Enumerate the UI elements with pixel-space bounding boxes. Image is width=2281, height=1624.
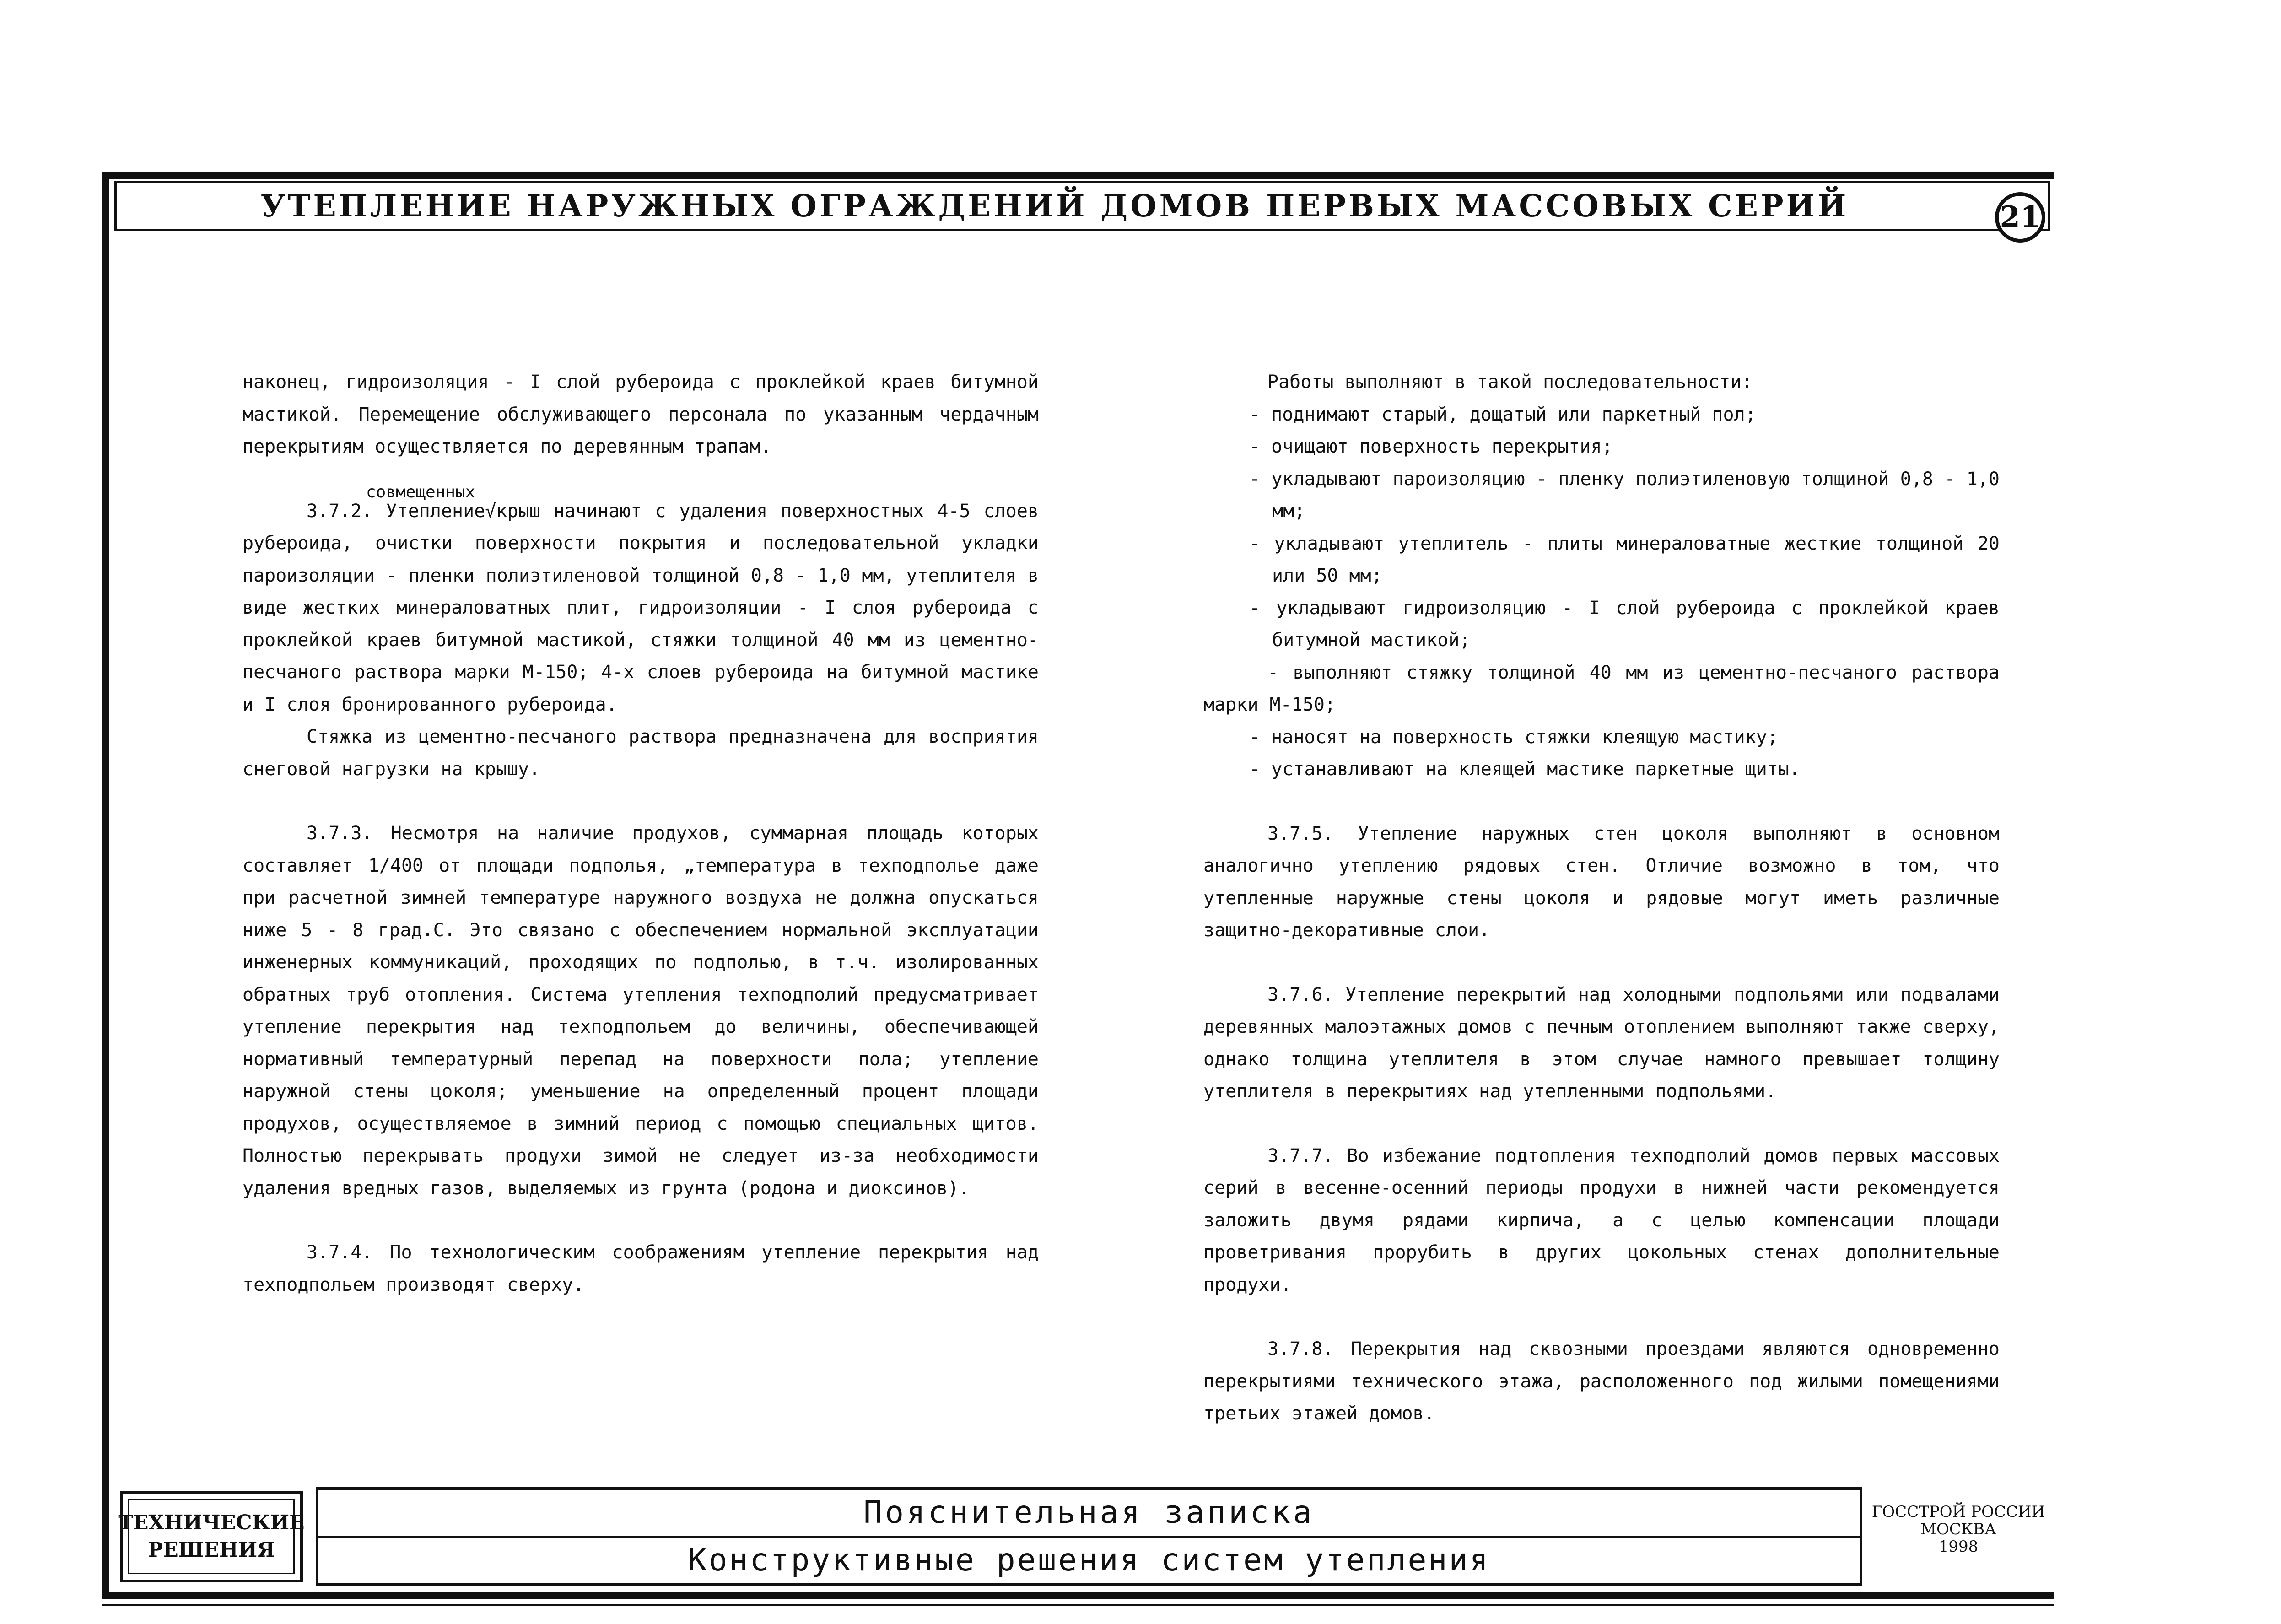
list-item: - укладывают пароизоляцию - пленку полиэтиленовую толщиной 0,8 - 1,0 мм; [1249, 468, 2000, 522]
list-item: - наносят на поверхность стяжки клеящую мастику; [1249, 726, 1778, 748]
list-item: - укладывают утеплитель - плиты минераловатные жесткие толщиной 20 или 50 мм; [1249, 533, 2000, 586]
publisher-block [1867, 1489, 2050, 1586]
paragraph-3-7-6: 3.7.6. Утепление перекрытий над холодными подпольями или подвалами деревянных малоэтажных домов с печным отоплением выполняют также сверху, однако толщина утеплителя в этом случае намного превышает толщину утеплителя в перекрытиях над утепленными подпольями. [1203, 984, 2000, 1102]
handwritten-insertion: совмещенных [366, 482, 475, 502]
page-title: УТЕПЛЕНИЕ НАРУЖНЫХ ОГРАЖДЕНИЙ ДОМОВ ПЕРВЫХ МАССОВЫХ СЕРИЙ [260, 188, 1849, 224]
publisher-org: ГОССТРОЙ РОССИИ [1871, 1503, 2045, 1521]
paragraph-3-7-7: 3.7.7. Во избежание подтопления техподполий домов первых массовых серий в весенне-осенний периоды продухи в нижней части рекомендуется заложить двумя рядами кирпича, а с целью компенсации площади проветривания прорубить в других цокольных стенах дополнительные продухи. [1203, 1145, 2000, 1295]
page-number-badge: 21 [1995, 192, 2045, 243]
publisher-city: МОСКВА [1920, 1520, 1996, 1538]
paragraph-3-7-2-start: 3.7.2. Утепление [307, 500, 485, 522]
frame-bottom-border [102, 1592, 2054, 1599]
paragraph-3-7-4: 3.7.4. По технологическим соображениям утепление перекрытия над техподпольем производят сверху. [243, 1242, 1039, 1295]
header-bar [114, 181, 2050, 231]
list-item: - поднимают старый, дощатый или паркетный пол; [1249, 404, 1756, 425]
paragraph-3-7-2: 3.7.2. Утепление совмещенных √крыш начинают с удаления поверхностных 4-5 слоев рубероида, очистки поверхности покрытия и последовательной укладки пароизоляции - пленки полиэтиленовой толщиной 0,8 - 1,0 мм, утеплителя в виде жестких минераловатных плит, гидроизоляции - I слоя рубероида с проклейкой краев битумной мастикой, стяжки толщиной 40 мм из цементно-песчаного раствора марки М-150; 4-х слоев рубероида на битумной мастике и I слоя бронированного рубероида. [243, 482, 1039, 715]
list-item: - очищают поверхность перекрытия; [1249, 436, 1613, 457]
right-text-column [1203, 366, 2000, 1430]
technical-solutions-stamp [120, 1491, 303, 1582]
paragraph-screed: Стяжка из цементно-песчаного раствора предназначена для восприятия снеговой нагрузки на крышу. [243, 726, 1039, 780]
left-text-column [243, 366, 1039, 1301]
publisher-year: 1998 [1938, 1538, 1979, 1556]
list-item: - выполняют стяжку толщиной 40 мм из цементно-песчаного раствора марки М-150; [1203, 662, 2000, 715]
paragraph-3-7-3: 3.7.3. Несмотря на наличие продухов, суммарная площадь которых составляет 1/400 от площади подполья, „температура в техподполье даже при расчетной зимней температуре наружного воздуха не должна опускаться ниже 5 - 8 град.С. Это связано с обеспечением нормальной эксплуатации инженерных коммуникаций, проходящих по подполью, в т.ч. изолированных обратных труб отопления. Система утепления техподполий предусматривает утепление перекрытия над техподпольем до величины, обеспечивающей нормативный температурный перепад на поверхности пола; утепление наружной стены цоколя; уменьшение на определенный процент площади продухов, осуществляемое в зимний период с помощью специальных щитов. Полностью перекрывать продухи зимой не следует из-за необходимости удаления вредных газов, выделяемых из грунта (родона и диоксинов). [243, 823, 1039, 1199]
document-type: Пояснительная записка [318, 1490, 1860, 1538]
paragraph-3-7-8: 3.7.8. Перекрытия над сквозными проездами являются одновременно перекрытиями технического этажа, расположенного под жилыми помещениями третьих этажей домов. [1203, 1338, 2000, 1424]
stamp-line-2: РЕШЕНИЯ [148, 1538, 275, 1562]
list-item: - устанавливают на клеящей мастике паркетные щиты. [1249, 759, 1801, 780]
frame-bottom-thin-border [102, 1604, 2054, 1606]
paragraph-3-7-5: 3.7.5. Утепление наружных стен цоколя выполняют в основном аналогично утеплению рядовых стен. Отличие возможно в том, что утепленные наружные стены цоколя и рядовые могут иметь различные защитно-декоративные слои. [1203, 823, 2000, 941]
frame-left-border [102, 172, 109, 1599]
paragraph-3-7-2-rest: крыш начинают с удаления поверхностных 4-5 слоев рубероида, очистки поверхности покрытия и последовательной укладки пароизоляции - пленки полиэтиленовой толщиной 0,8 - 1,0 мм, утеплителя в виде жестких минераловатных плит, гидроизоляции - I слоя рубероида с проклейкой краев битумной мастикой, стяжки толщиной 40 мм из цементно-песчаного раствора марки М-150; 4-х слоев рубероида на битумной мастике и I слоя бронированного рубероида. [243, 500, 1039, 715]
works-sequence-intro: Работы выполняют в такой последовательности: [1267, 372, 1753, 393]
title-block [316, 1487, 1862, 1586]
insertion-wrapper [307, 482, 485, 522]
frame-top-border [102, 172, 2054, 179]
stamp-line-1: ТЕХНИЧЕСКИЕ [118, 1511, 305, 1534]
paragraph-continuation: наконец, гидроизоляция - I слой рубероида с проклейкой краев битумной мастикой. Перемещение обслуживающего персонала по указанным чердачным перекрытиям осуществляется по деревянным трапам. [243, 372, 1039, 457]
list-item: - укладывают гидроизоляцию - I слой рубероида с проклейкой краев битумной мастикой; [1249, 597, 2000, 651]
document-title: Конструктивные решения систем утепления [688, 1542, 1490, 1578]
